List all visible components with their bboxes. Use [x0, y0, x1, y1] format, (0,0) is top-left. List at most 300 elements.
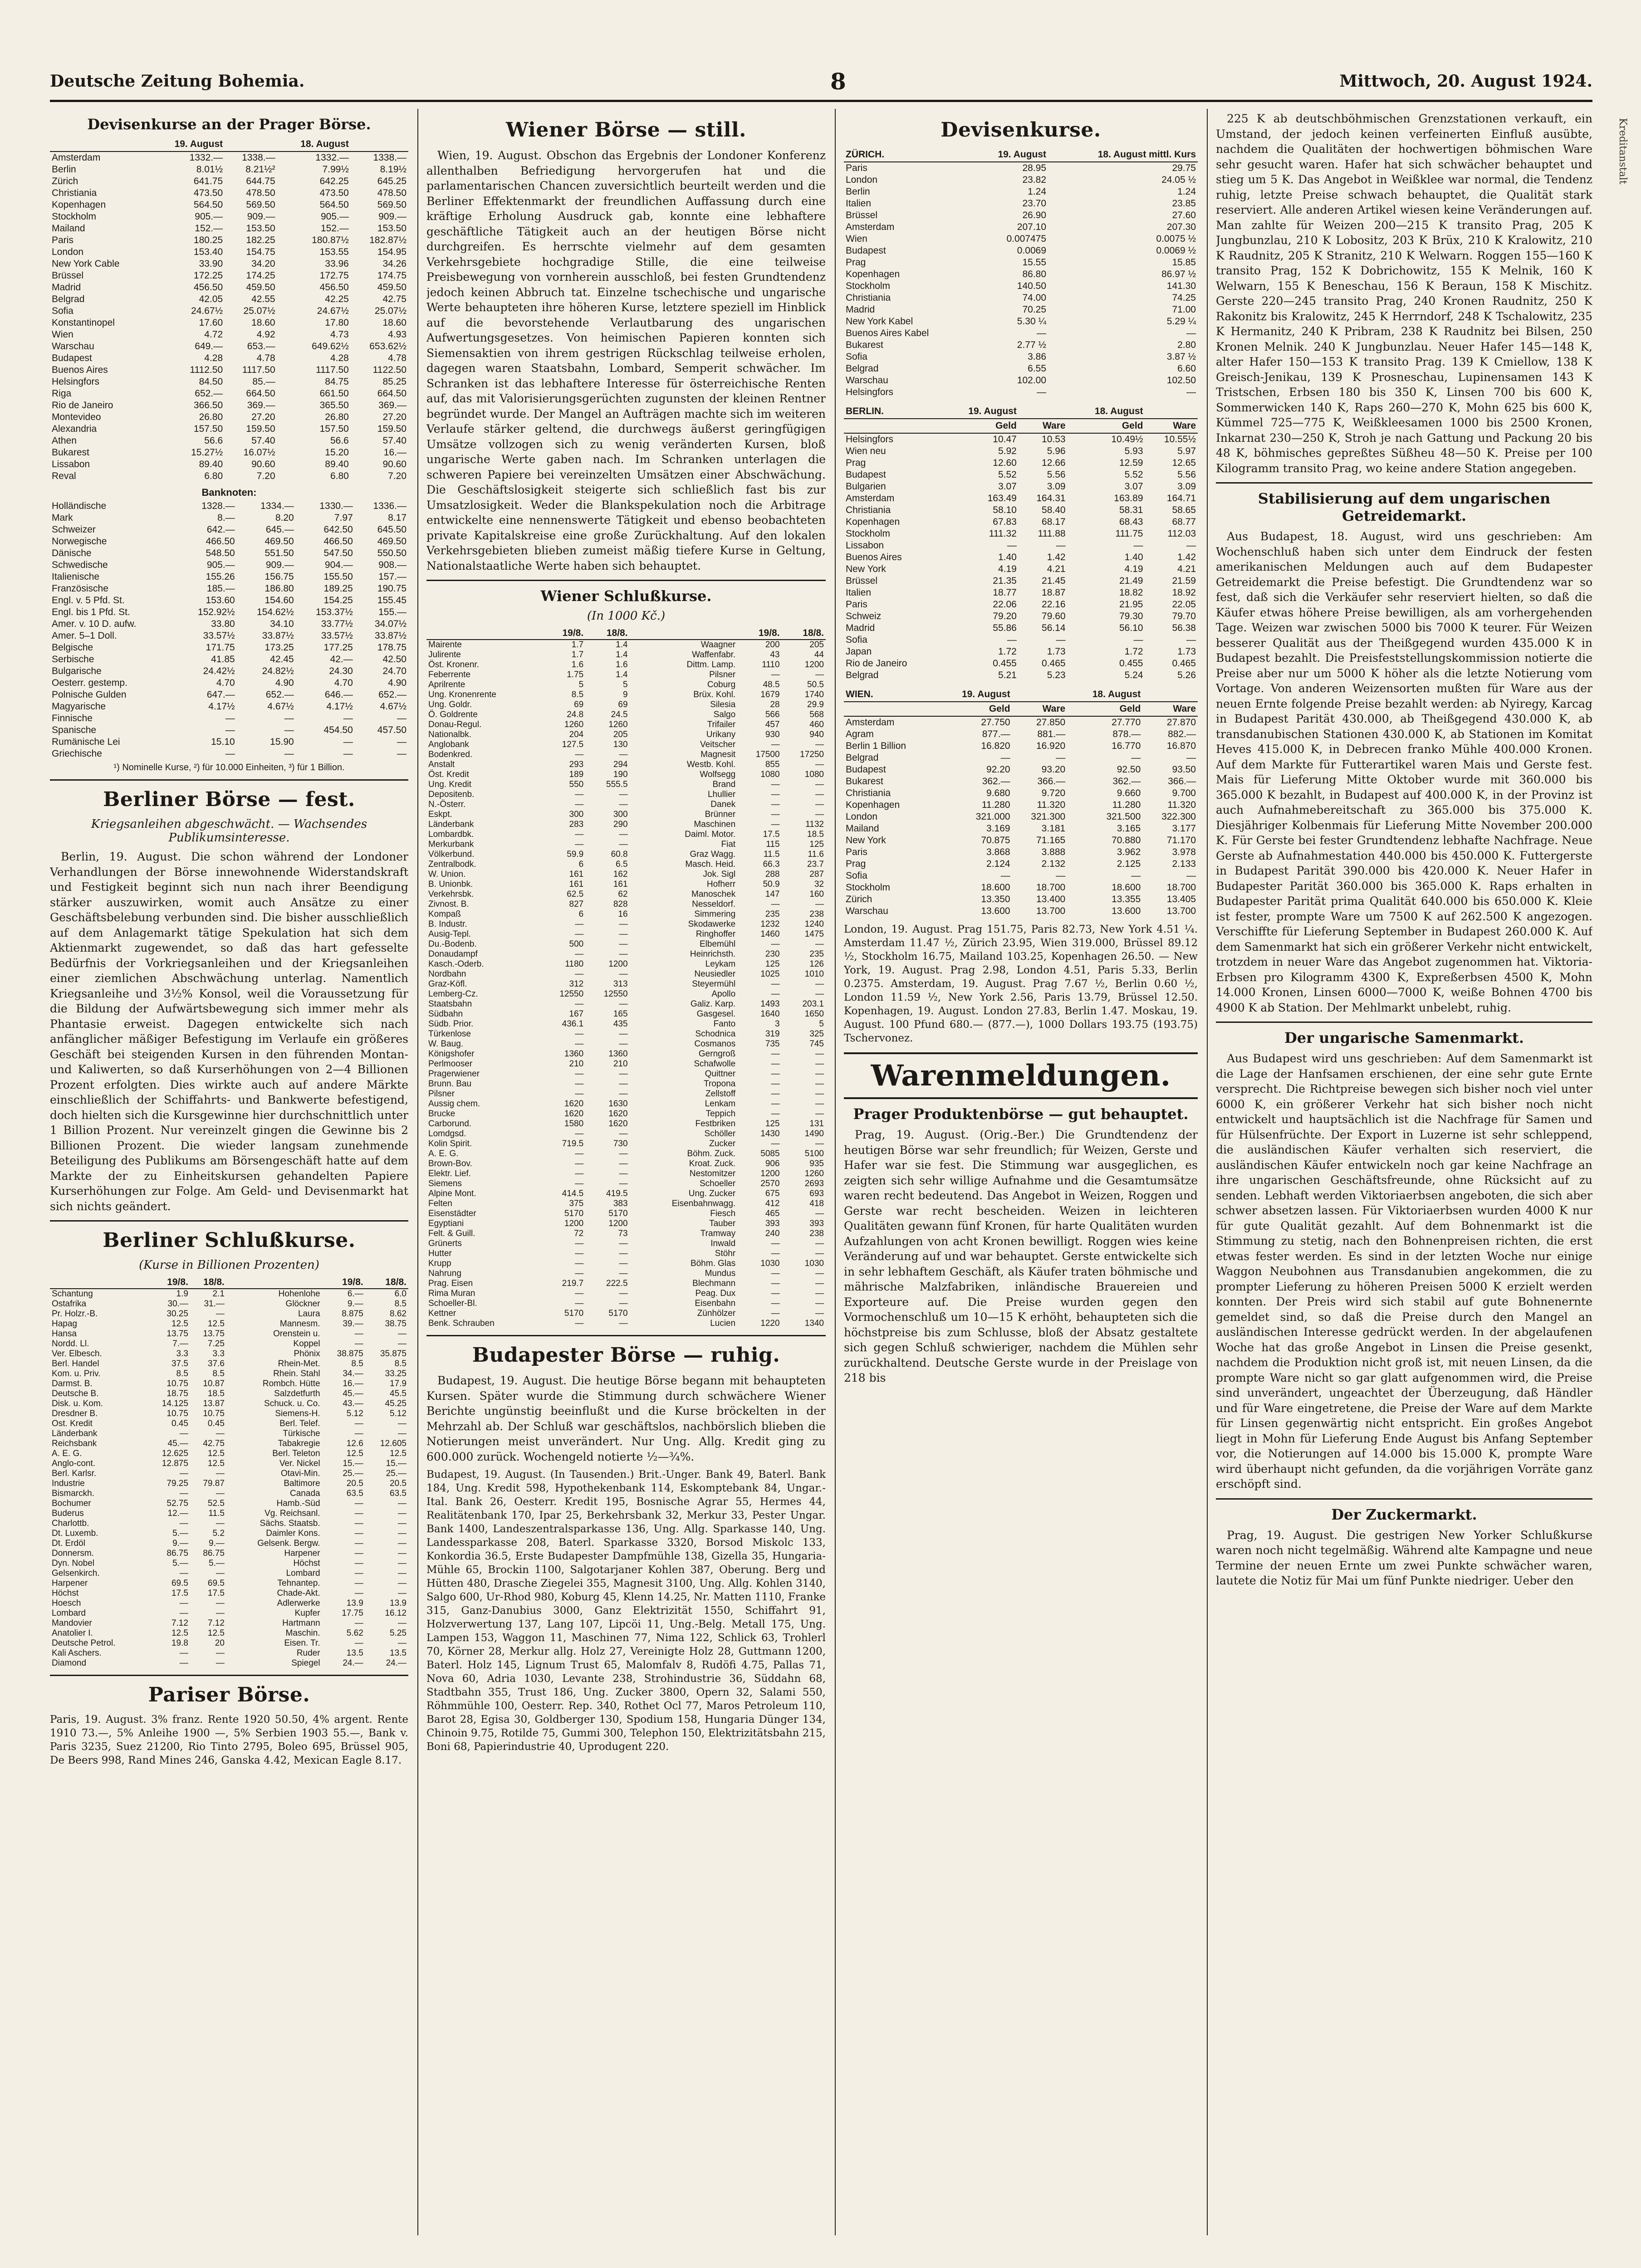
table-cell: 68.43 — [1119, 517, 1143, 527]
table-cell: 207.10 — [1017, 222, 1047, 232]
table-cell: — — [619, 919, 628, 929]
table-cell: 393 — [809, 1219, 824, 1228]
table-cell: 42.25 — [325, 294, 349, 304]
table-cell: — — [619, 1149, 628, 1158]
table-cell: 152.92½ — [197, 607, 235, 617]
table-cell: 375 — [569, 1199, 584, 1208]
table-cell: Spiegel — [291, 1658, 320, 1668]
table-cell: 58.10 — [993, 505, 1017, 515]
table-cell: 52.5 — [207, 1499, 225, 1508]
table-cell: Engl. v. 5 Pfd. St. — [52, 595, 125, 606]
table-cell: Madrid — [846, 304, 875, 315]
table-cell: Bulgarische — [52, 666, 102, 676]
wien-subhead: Geld Ware Geld Ware — [844, 702, 1198, 716]
table-cell: Rumänische Lei — [52, 737, 120, 747]
table-cell: 12.6 — [346, 1439, 363, 1448]
table-cell: 293 — [569, 760, 584, 769]
table-cell: 24.05 ½ — [1161, 175, 1196, 185]
table-cell: 23.7 — [807, 860, 824, 869]
table-cell: Christiania — [846, 505, 891, 515]
table-cell: Zucker — [709, 1139, 736, 1149]
table-cell: — — [619, 1289, 628, 1298]
table-cell: 11.280 — [1112, 800, 1141, 810]
table-cell: 125 — [809, 840, 824, 849]
table-cell: 906 — [765, 1159, 780, 1168]
table-cell: 11.280 — [981, 800, 1010, 810]
table-cell: 92.50 — [1117, 764, 1141, 775]
table-cell: 5.56 — [1177, 469, 1196, 480]
table-cell: 414.5 — [562, 1189, 584, 1198]
table-cell: — — [354, 1549, 363, 1558]
table-row — [426, 1199, 826, 1209]
table-cell: 1.4 — [616, 670, 628, 679]
table-cell: 130 — [613, 740, 628, 749]
table-cell: 564.50 — [319, 200, 349, 210]
table-cell: 68.77 — [1172, 517, 1196, 527]
table-cell: Konstantinopel — [52, 318, 115, 328]
table-cell: 12.5 — [346, 1449, 363, 1458]
table-cell: Berl. Telef. — [279, 1419, 320, 1428]
table-cell: Perlmooser — [428, 1059, 473, 1069]
table-cell: 25.— — [343, 1469, 363, 1478]
table-cell: 69.5 — [207, 1579, 225, 1588]
table-row — [50, 376, 408, 388]
table-cell: 1240 — [804, 919, 824, 929]
table-cell: 42.75 — [382, 294, 407, 304]
table-row — [844, 799, 1198, 811]
table-cell: 4.28 — [204, 353, 223, 363]
table-cell: Höchst — [52, 1589, 79, 1598]
table-cell: Paris — [846, 599, 867, 610]
table-cell: 652.— — [265, 689, 294, 700]
table-cell: 9 — [622, 690, 628, 699]
table-cell: 5.96 — [1047, 446, 1066, 456]
table-cell: 154.60 — [265, 595, 294, 606]
table-cell: — — [771, 1139, 780, 1149]
table-cell: Harpener — [284, 1549, 320, 1558]
table-cell: Festbriken — [695, 1119, 736, 1129]
table-cell: — — [354, 1539, 363, 1548]
table-cell: 154.62½ — [256, 607, 294, 617]
table-cell: Schweizer — [52, 524, 96, 535]
table-cell: 1620 — [564, 1099, 584, 1109]
table-cell: 15.— — [343, 1459, 363, 1468]
table-cell: Montevideo — [52, 412, 101, 422]
table-cell: — — [1186, 540, 1196, 551]
table-cell: 86.80 — [1022, 269, 1047, 279]
table-cell: 465 — [765, 1209, 780, 1218]
table-row — [426, 1309, 826, 1319]
table-cell: — — [619, 1039, 628, 1049]
table-cell: 24.8 — [567, 710, 584, 719]
table-cell: 1025 — [760, 969, 780, 979]
table-cell: Ostafrika — [52, 1299, 87, 1309]
table-cell: 18.5 — [207, 1389, 225, 1398]
table-cell: Bochumer — [52, 1499, 91, 1508]
table-cell: Wien — [846, 234, 867, 244]
table-cell: 0.465 — [1172, 658, 1196, 669]
table-cell: — — [179, 1489, 188, 1498]
table-cell: Bukarest — [846, 776, 883, 787]
table-cell: 7.12 — [207, 1618, 225, 1628]
table-cell: 0.45 — [171, 1419, 188, 1428]
table-cell: 1430 — [760, 1129, 780, 1139]
table-cell: Mannesm. — [279, 1319, 320, 1329]
table-cell: 478.50 — [246, 188, 275, 198]
table-cell: 9.720 — [1041, 788, 1066, 798]
table-cell: 102.50 — [1166, 375, 1196, 386]
table-cell: 22.06 — [993, 599, 1017, 610]
table-row — [426, 1299, 826, 1309]
table-cell: 2.80 — [1177, 340, 1196, 350]
table-cell: Deutsche Petrol. — [52, 1638, 116, 1648]
table-cell: Buenos Aires Kabel — [846, 328, 929, 338]
table-cell: — — [179, 1569, 188, 1578]
table-cell: 21.59 — [1172, 576, 1196, 586]
table-cell: Berlin — [846, 186, 870, 197]
table-cell: Elbemühl — [699, 939, 736, 949]
table-cell: 5170 — [564, 1209, 584, 1218]
table-cell: 460 — [809, 720, 824, 729]
column-4 — [1216, 111, 1592, 2235]
table-cell: 13.5 — [346, 1648, 363, 1658]
table-cell: 12.5 — [207, 1459, 225, 1468]
table-cell: 10.47 — [993, 434, 1017, 445]
table-cell: Berlin 1 Billion — [846, 741, 906, 751]
table-cell: 17.75 — [342, 1608, 363, 1618]
table-cell: 163.89 — [1114, 493, 1143, 503]
table-cell: Südb. Prior. — [428, 1019, 474, 1029]
table-row — [50, 1598, 408, 1608]
table-cell: Chade-Akt. — [277, 1589, 320, 1598]
table-row — [426, 750, 826, 760]
table-cell: Stockholm — [846, 882, 891, 893]
table-cell: Budapest — [846, 764, 886, 775]
table-cell: Eisenbahnwagg. — [671, 1199, 736, 1208]
table-cell: 1.24 — [1028, 186, 1047, 197]
samenmarkt-heading: Der ungarische Samenmarkt. — [1284, 1029, 1524, 1046]
table-cell: 200 — [765, 640, 780, 650]
table-cell: 182.25 — [246, 235, 275, 245]
table-row — [50, 317, 408, 329]
table-cell: 6.55 — [1028, 363, 1047, 374]
table-row — [426, 890, 826, 899]
table-cell: 5.92 — [998, 446, 1017, 456]
table-cell: 43.— — [343, 1399, 363, 1408]
table-cell: 72 — [574, 1229, 584, 1238]
table-cell: 111.32 — [989, 528, 1017, 539]
table-cell: Brüssel — [846, 576, 878, 586]
table-cell: 325 — [809, 1029, 824, 1039]
table-cell: 210 — [613, 1059, 628, 1069]
table-cell: — — [1186, 635, 1196, 645]
table-row — [50, 559, 408, 571]
table-row — [50, 1499, 408, 1509]
table-cell: 24.67½ — [317, 306, 349, 316]
table-cell: 125 — [765, 1119, 780, 1129]
table-cell: Finnische — [52, 713, 93, 723]
table-cell: Hoesch — [52, 1598, 81, 1608]
table-cell: — — [619, 1239, 628, 1248]
table-cell: — — [815, 1099, 824, 1109]
table-cell: — — [619, 1319, 628, 1328]
table-row — [426, 720, 826, 730]
table-cell: Tropona — [704, 1079, 736, 1089]
table-cell: — — [398, 1519, 407, 1528]
table-cell: 18.700 — [1036, 882, 1066, 893]
table-cell: Lenkam — [705, 1099, 736, 1109]
table-cell: 13.87 — [203, 1399, 225, 1408]
table-cell: 57.40 — [382, 435, 407, 446]
table-cell: Ausig-Tepl. — [428, 929, 471, 939]
table-cell: 240 — [765, 1229, 780, 1238]
table-cell: Lombardbk. — [428, 830, 474, 839]
table-cell: 1200 — [608, 959, 628, 969]
table-cell: — — [575, 1299, 584, 1308]
table-cell: Dt. Erdöl — [52, 1539, 85, 1548]
table-row — [844, 858, 1198, 870]
table-row — [426, 1169, 826, 1179]
table-cell: Graz Wagg. — [690, 850, 736, 859]
table-cell: 32 — [814, 880, 824, 889]
table-cell: 25.— — [386, 1469, 407, 1478]
table-cell: Zünhölzer — [697, 1309, 736, 1318]
table-cell: 1338.— — [373, 152, 407, 163]
table-cell: — — [771, 989, 780, 999]
table-cell: 473.50 — [319, 188, 349, 198]
table-cell: Lissabon — [52, 459, 90, 469]
table-cell: — — [216, 1569, 225, 1578]
table-cell: — — [619, 929, 628, 939]
table-cell: 11.6 — [808, 850, 824, 859]
table-row — [426, 700, 826, 710]
table-cell: Kasch.-Oderb. — [428, 959, 484, 969]
table-cell: — — [575, 1239, 584, 1248]
table-cell: 12.5 — [207, 1449, 225, 1458]
table-cell: 18.75 — [167, 1389, 188, 1398]
table-cell: Daiml. Motor. — [685, 830, 736, 839]
table-row — [426, 1249, 826, 1259]
table-cell: 5.23 — [1047, 670, 1066, 680]
table-cell: 172.25 — [193, 270, 223, 281]
table-cell: 652.— — [378, 689, 407, 700]
table-cell: Königshofer — [428, 1049, 475, 1059]
table-row — [426, 969, 826, 979]
table-cell: 33.57½ — [203, 631, 235, 641]
table-cell: — — [216, 1309, 225, 1319]
margin-rail-text: Kreditanstalt — [1617, 118, 1628, 185]
table-cell: 321.300 — [1031, 811, 1066, 822]
table-cell: Bukarest — [846, 340, 883, 350]
table-cell: Diamond — [52, 1658, 87, 1668]
samenmarkt-article: Aus Budapest wird uns geschrieben: Auf dem Samenmarkt ist die Lage der Hanfsamen erschienen, der eine sehr gute Ernte versprecht. Die Richtpreise bewegen sich bisher noch viel unter 6000 K, ein größerer Verkehr hat sich bisher noch nicht entwickelt und hauptsächlich ist die Nachfrage für Samen und für Hülsenfrüchte. Der Export in Luzerne ist sehr schleppend, die ausländischen Käufer verhalten sich reserviert, die ausländischen Käufer entwickeln noch gar keine Nachfrage an ihre ungarischen Geschäftsfreunde, ohne Rücksicht auf zu senden. Lebhaft werden Viktoriaerbsen angeboten, die sich aber schwer absetzen lassen. Für Viktoriaerbsen wurden 4000 K nur für gute Qualität gezahlt. Auf dem Bohnenmarkt ist die Stimmung zu stetig, nach den Bohnenpreisen richten, die erst etwas fester werden. Es sind in der letzten Woche nur einige Waggon Neubohnen aus Transdanubien angekommen, die zu prompter Lieferung zu höheren Preisen 5000 K erzielt werden konnten. Der Preis wird sich stabil auf gute Bohnenernte gemeldet sind, so daß die Preise durch den Mangel an ausländischen Interesse gedrückt werden. In der abgelaufenen Woche hat das große Angebot in Linsen die Preise gesenkt, nachdem die Produktion nicht groß ist, mit neuen Linsen, da die prompte Ware nicht so gar glatt aufgenommen wird, die Preise sind unverändert, ungeachtet der Überzeugung, daß Händler und für Ware eingetretene, die Preise der Ware auf dem Markte für Linsen gegenwärtig nicht entspricht. Ein großes Angebot liegt in Mohn für Lieferung Ende August bis Anfang September vor, die Notierungen auf 14.000 bis 15.000 K, prompte Ware wird überhaupt nicht gefunden, da die vorjährigen Vorräte ganz erschöpft sind. — [1216, 1052, 1592, 1491]
table-row — [50, 571, 408, 583]
table-cell: Anatolier I. — [52, 1628, 93, 1638]
table-cell: Salgo — [713, 710, 736, 719]
banknoten-heading: Banknoten: — [201, 487, 257, 498]
table-cell: Reval — [52, 471, 76, 481]
table-cell: Waagner — [700, 640, 736, 650]
table-cell: Depositenb. — [428, 790, 475, 799]
table-cell: — — [771, 1299, 780, 1308]
table-cell: 27.770 — [1112, 717, 1141, 728]
table-row — [50, 364, 408, 376]
table-cell: — — [354, 1559, 363, 1568]
table-cell: 42.05 — [199, 294, 223, 304]
table-cell: 79.25 — [167, 1479, 188, 1488]
table-row — [50, 352, 408, 364]
table-cell: 362.— — [1112, 776, 1141, 787]
table-row — [426, 1189, 826, 1199]
table-cell: Lissabon — [846, 540, 884, 551]
table-row — [50, 1329, 408, 1339]
table-cell: 1.75 — [567, 670, 584, 679]
table-cell: Belgrad — [846, 753, 879, 763]
table-row — [844, 245, 1198, 257]
table-cell: 153.37½ — [316, 607, 353, 617]
table-cell: 6.60 — [1177, 363, 1196, 374]
table-cell: 18.82 — [1119, 587, 1143, 598]
table-cell: 156.75 — [265, 572, 294, 582]
table-cell: 38.875 — [337, 1349, 363, 1359]
table-row — [844, 210, 1198, 221]
table-cell: Zivnost. B. — [428, 899, 469, 909]
table-cell: — — [619, 969, 628, 979]
table-cell: Schoeller-Bl. — [428, 1299, 477, 1308]
table-row — [50, 152, 408, 164]
table-cell: 10.53 — [1042, 434, 1066, 445]
table-cell: 5 — [622, 680, 628, 689]
table-cell: — — [216, 1429, 225, 1438]
table-cell: — — [575, 1249, 584, 1258]
table-cell: 1.40 — [998, 552, 1017, 562]
table-cell: 74.00 — [1022, 293, 1047, 303]
table-row — [844, 670, 1198, 681]
table-cell: 5.12 — [390, 1409, 407, 1418]
table-cell: 1260 — [564, 720, 584, 729]
table-cell: Bismarckh. — [52, 1489, 94, 1498]
table-cell: 34.10 — [270, 619, 294, 629]
table-cell: 366.50 — [193, 400, 223, 411]
table-cell: Teppich — [705, 1109, 736, 1119]
table-cell: Peag. Dux — [695, 1289, 736, 1298]
table-cell: — — [575, 840, 584, 849]
table-cell: Helsingfors — [846, 434, 894, 445]
table-cell: 3.09 — [1047, 481, 1066, 492]
table-cell: — — [815, 1049, 824, 1059]
table-cell: Türkenlose — [428, 1029, 471, 1039]
table-cell: 79.70 — [1172, 611, 1196, 621]
table-row — [426, 1079, 826, 1089]
table-row — [844, 894, 1198, 905]
table-cell: 1010 — [804, 969, 824, 979]
table-cell: 6 — [578, 860, 584, 869]
table-cell: Christiania — [846, 293, 891, 303]
table-cell: 1.42 — [1177, 552, 1196, 562]
table-cell: Danek — [710, 800, 736, 809]
table-cell: 5.26 — [1177, 670, 1196, 680]
table-cell: 66.3 — [763, 860, 780, 869]
table-row — [426, 1259, 826, 1269]
table-cell: Grünerts — [428, 1239, 462, 1248]
table-cell: 205 — [809, 640, 824, 650]
table-cell: 17.5 — [207, 1589, 225, 1598]
table-cell: Vg. Reichsanl. — [265, 1509, 320, 1518]
table-cell: 5100 — [804, 1149, 824, 1158]
table-cell: 13.600 — [1112, 906, 1141, 916]
table-cell: 0.45 — [207, 1419, 225, 1428]
table-row — [844, 846, 1198, 858]
table-row — [50, 595, 408, 606]
table-cell: 18.60 — [382, 318, 407, 328]
table-cell: 1.6 — [616, 660, 628, 670]
table-cell: — — [225, 748, 235, 759]
table-cell: Zürich — [846, 894, 872, 904]
table-cell: 3.177 — [1172, 823, 1196, 834]
table-cell: — — [1133, 540, 1143, 551]
table-cell: Brüssel — [846, 210, 878, 220]
table-cell: 79.87 — [203, 1479, 225, 1488]
table-cell: 69 — [618, 700, 628, 709]
table-row — [50, 1409, 408, 1419]
table-cell: 827 — [569, 899, 584, 909]
table-cell: Brüssel — [52, 270, 84, 281]
table-row — [50, 1509, 408, 1519]
table-cell: 940 — [809, 730, 824, 739]
table-row — [50, 724, 408, 736]
table-row — [50, 677, 408, 689]
table-cell: 12.5 — [390, 1449, 407, 1458]
table-cell: 20.5 — [346, 1479, 363, 1488]
table-cell: Deutsche B. — [52, 1389, 99, 1398]
table-row — [844, 162, 1198, 174]
table-cell: — — [398, 1638, 407, 1648]
table-row — [50, 1429, 408, 1439]
table-cell: 4.78 — [388, 353, 407, 363]
table-row — [844, 186, 1198, 198]
table-cell: Salzdetfurth — [274, 1389, 320, 1398]
table-cell: Kom. u. Priv. — [52, 1369, 101, 1378]
table-cell: 0.0069 — [1017, 245, 1047, 256]
table-cell: — — [354, 1529, 363, 1538]
table-cell: 84.50 — [199, 376, 223, 387]
table-cell: Du.-Bodenb. — [428, 939, 477, 949]
table-cell: — — [815, 1069, 824, 1079]
table-cell: 4.73 — [330, 329, 349, 340]
table-cell: Benk. Schrauben — [428, 1319, 495, 1328]
table-cell: Ver. Elbesch. — [52, 1349, 102, 1359]
table-cell: Lombard — [286, 1569, 320, 1578]
table-cell: 9.700 — [1172, 788, 1196, 798]
table-cell: 102.00 — [1017, 375, 1047, 386]
table-cell: 63.5 — [346, 1489, 363, 1498]
table-row — [426, 899, 826, 909]
table-cell: 13.75 — [203, 1329, 225, 1339]
table-cell: Fiesch — [710, 1209, 736, 1218]
table-row — [844, 386, 1198, 398]
column-2 — [426, 111, 826, 2235]
table-cell: 5.2 — [212, 1529, 225, 1538]
table-cell: 3.3 — [176, 1349, 188, 1359]
table-row — [50, 1489, 408, 1499]
table-row — [50, 1469, 408, 1479]
table-cell: Engl. bis 1 Pfd. St. — [52, 607, 130, 617]
table-cell: — — [815, 740, 824, 749]
table-cell: — — [398, 1569, 407, 1578]
table-cell: 26.90 — [1022, 210, 1047, 220]
berliner-schlusskurse-heading: Berliner Schlußkurse. — [103, 1229, 356, 1252]
section-divider — [426, 1335, 826, 1336]
